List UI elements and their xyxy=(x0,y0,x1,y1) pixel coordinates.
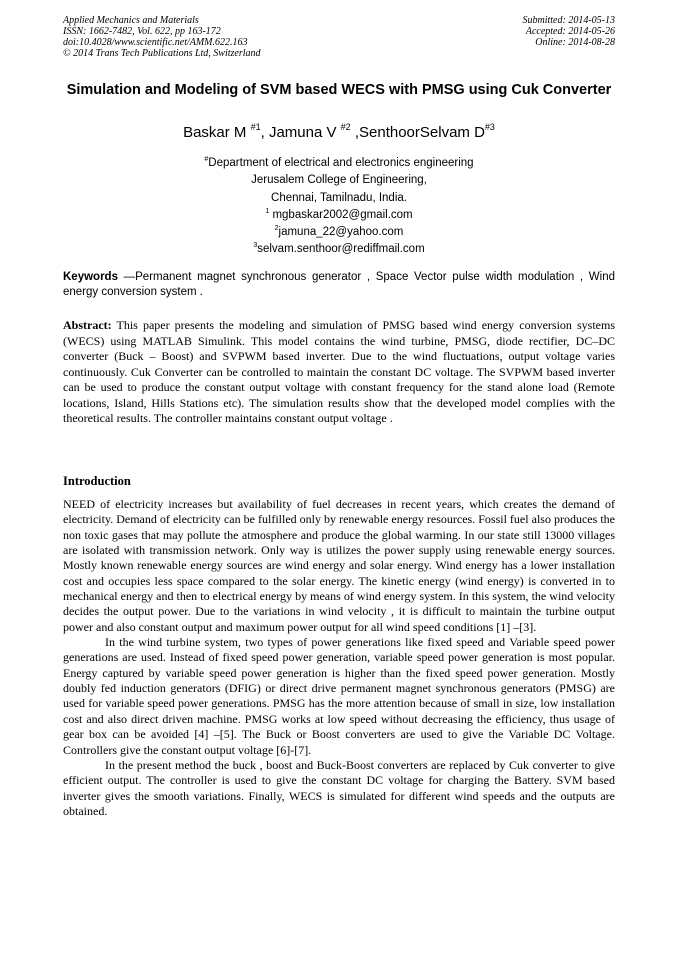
author-list xyxy=(63,124,615,142)
email-marker: 2 xyxy=(274,225,279,233)
abstract-label: Abstract: xyxy=(63,318,112,332)
date-accepted: Accepted: 2014-05-26 xyxy=(525,26,615,37)
author-marker: #2 xyxy=(340,122,351,132)
intro-paragraph-3: In the present method the buck , boost and Buck-Boost converters are replaced by Cuk converter to give efficient output. The controller is used to give the constant DC voltage for charging the Battery. SVM based inverter gives the smooth variations. Finally, WECS is simulated for different wind speeds and the outputs are obtained. xyxy=(63,757,615,818)
publication-dates xyxy=(523,15,616,48)
intro-paragraph-2: In the wind turbine system, two types of power generations like fixed speed and Variable speed power generations are used. Instead of fixed speed power generation, variable speed power generation is most popular. Energy captured by variable speed power generation is higher than the fixed speed power generation. Mostly doubly fed induction generators (DFIG) or direct drive permanent magnet synchronous generators (PMSG) are used for variable speed power generations. PMSG has the more attention because of small in size, low installation cost and also direct driven machine. PMSG works at low speed without decreasing the efficiency, thus usage of gear box can be avoided [4] –[5]. The Buck or Boost converters are used to give the Variable DC Voltage. Controllers give the constant output voltage [6]-[7]. xyxy=(63,635,615,757)
introduction-body xyxy=(63,497,615,819)
email-marker: 1 xyxy=(265,207,270,215)
journal-name: Applied Mechanics and Materials xyxy=(63,15,199,26)
author-email-2: $^2$jamuna_22@yahoo.com xyxy=(274,225,404,239)
abstract-text: This paper presents the modeling and simulation of PMSG based wind energy conversion systems (WECS) using MATLAB Simulink. This model contains the wind turbine, PMSG, diode rectifier, DC–DC converter (Buck – Boost) and SVPWM based inverter. Due to the wind fluctuations, output voltage varies continuously. Cuk Converter can be controlled to maintain the constant DC voltage. The SVPWM based inverter can be used to produce the constant output voltage with constant frequency for the stand alone load (Remote locations, Island, Hills Stations etc). The simulation results show that the developed model complies with the theoretical results. The controller maintains constant output voltage . xyxy=(63,318,615,425)
date-submitted: Submitted: 2014-05-13 xyxy=(522,15,615,26)
author-name: ,SenthoorSelvam D xyxy=(350,124,485,141)
affiliation-marker: # xyxy=(204,156,209,163)
journal-copyright: © 2014 Trans Tech Publications Ltd, Switzerland xyxy=(63,48,261,59)
author-email-3: $^3$selvam.senthoor@rediffmail.com xyxy=(253,242,425,256)
intro-paragraph-1: NEED of electricity increases but availability of fuel decreases in recent years, which creates the demand of electricity. Demand of electricity can be fulfilled only by renewable energy resources. Fossil fuel also produces the non toxic gases that may pollute the atmosphere and produce the global warming. In our state still 13000 villages are isolated with transmission network. Only way is utilizes the power supply using renewable energy sources. Mostly known renewable energy sources are wind energy and solar energy. Wind energy has a lower installation cost and occupies less space compared to the solar energy. The kinetic energy (wind energy) is converted in to mechanical energy and then to electrical energy by means of wind energy system. In this system, the wind velocity decides the output power. Due to the variations in wind velocity , it is difficult to maintain the turbine output power and also constant output and maximum power output for all wind speed conditions [1] –[3]. xyxy=(63,497,615,634)
affiliation-college: Jerusalem College of Engineering, xyxy=(251,174,427,187)
date-online: Online: 2014-08-28 xyxy=(535,37,615,48)
author-email-1: $^1$ mgbaskar2002@gmail.com xyxy=(265,207,413,221)
affiliation-city: Chennai, Tamilnadu, India. xyxy=(271,191,407,204)
email-marker: 3 xyxy=(253,242,258,250)
keywords-text: —Permanent magnet synchronous generator , Space Vector pulse width modulation , Wind energy conversion system . xyxy=(63,271,615,298)
author-name: Baskar M xyxy=(183,124,251,141)
author-marker: #1 xyxy=(250,122,261,132)
affiliation-block xyxy=(63,155,615,259)
keywords-label: Keywords xyxy=(63,271,118,283)
affiliation-department: #Department of electrical and electronics engineering xyxy=(204,156,474,169)
journal-doi: doi:10.4028/www.scientific.net/AMM.622.163 xyxy=(63,37,248,48)
keywords-section xyxy=(63,270,615,300)
journal-info xyxy=(63,15,261,59)
author-name: , Jamuna V xyxy=(260,124,341,141)
abstract-section xyxy=(63,318,615,427)
introduction-heading: Introduction xyxy=(63,474,131,488)
journal-issn: ISSN: 1662-7482, Vol. 622, pp 163-172 xyxy=(63,26,221,37)
paper-title: Simulation and Modeling of SVM based WECS with PMSG using Cuk Converter xyxy=(66,82,612,98)
author-marker: #3 xyxy=(484,122,495,132)
